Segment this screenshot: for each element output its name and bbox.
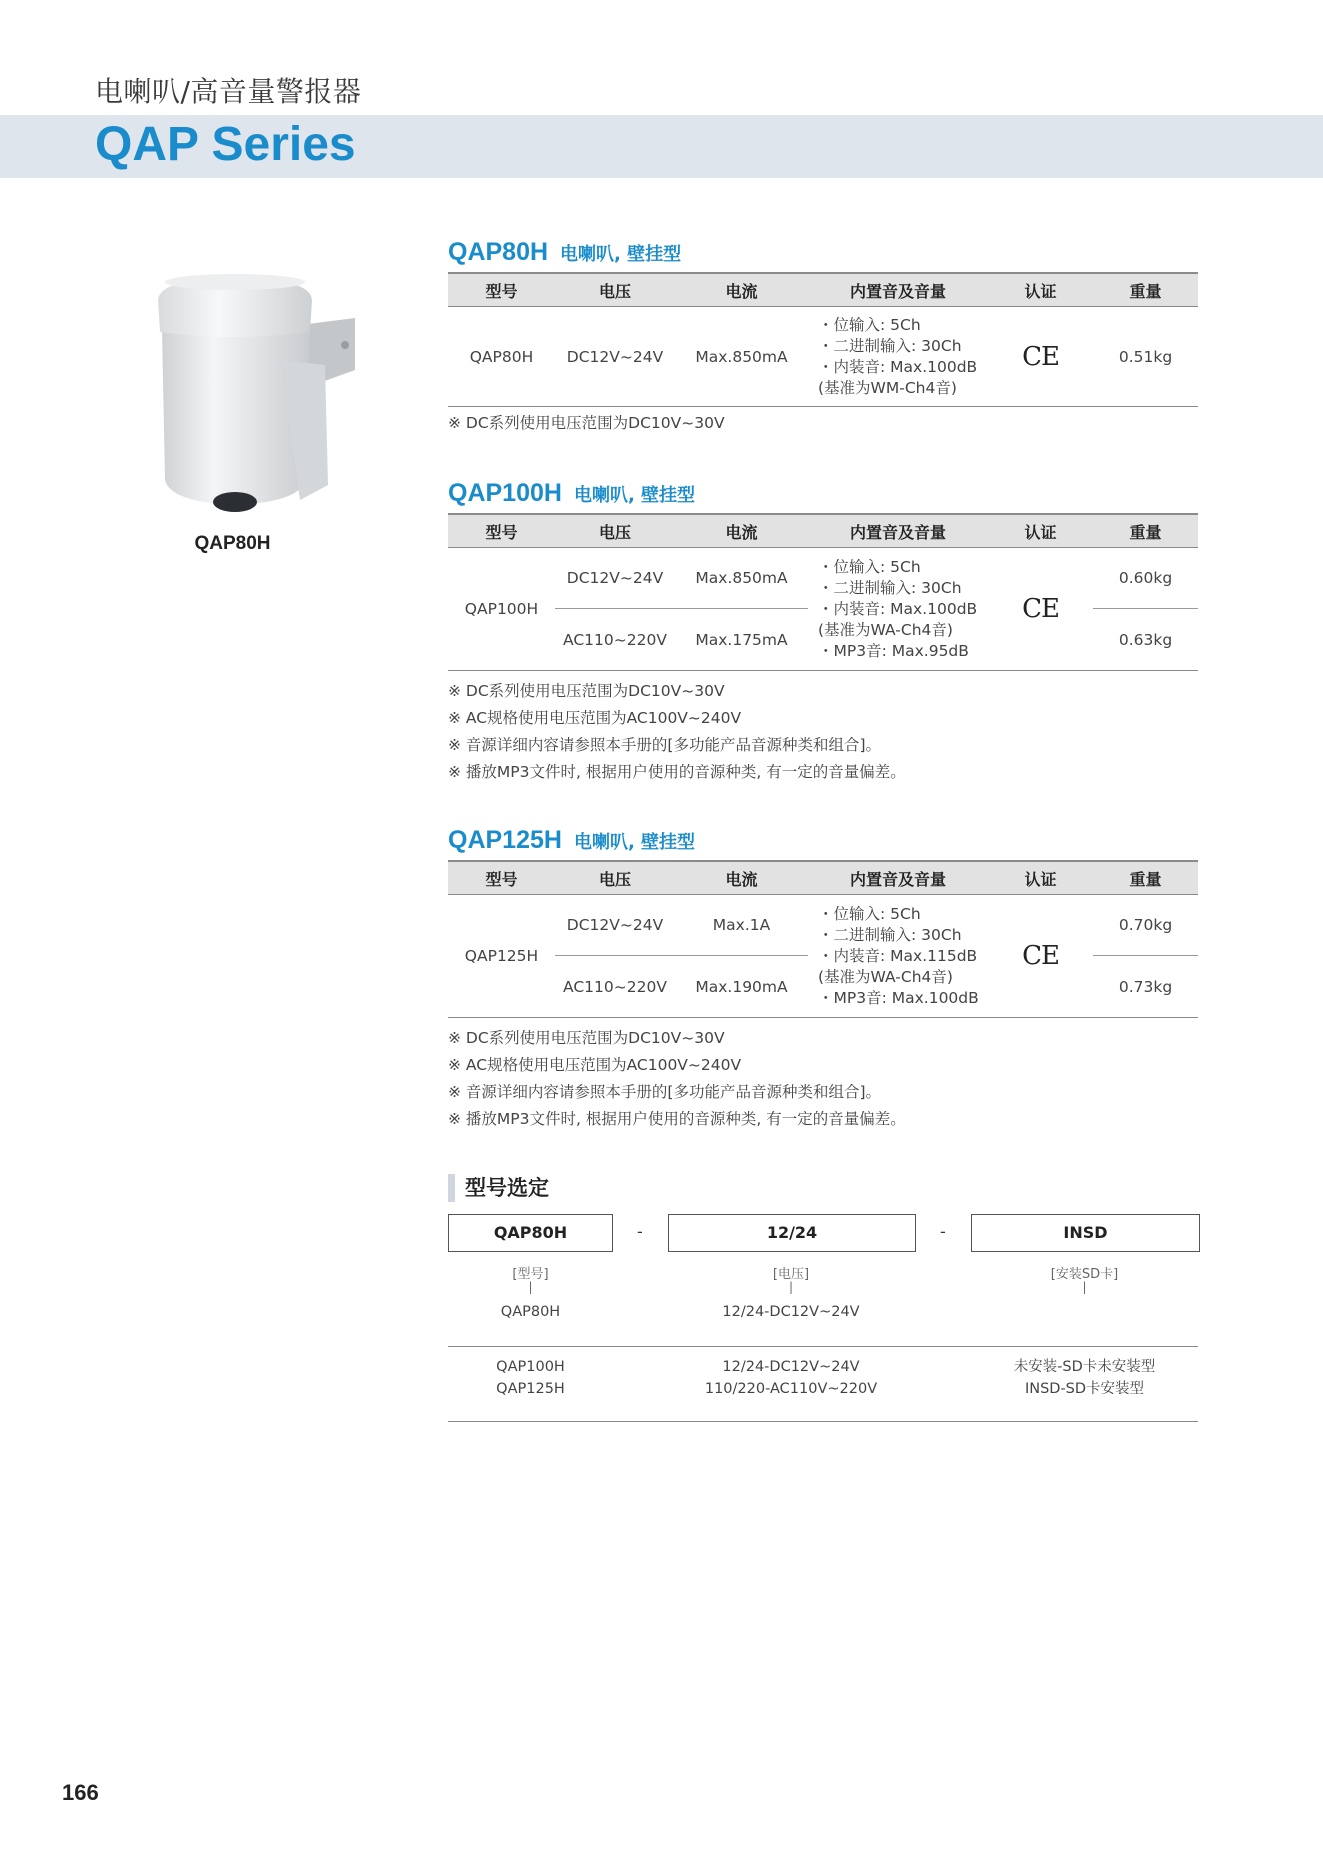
spec-table-qap125h (448, 860, 1198, 1018)
cell-current: Max.1A (675, 895, 808, 956)
option-voltage-list: 12/24-DC12V~24V 110/220-AC110V~220V (704, 1359, 878, 1397)
option-sd-list: 未安装-SD卡未安装型 INSD-SD卡安装型 (1013, 1359, 1156, 1397)
section-model: QAP80H (448, 238, 549, 266)
note-line: ※ DC系列使用电压范围为DC10V~30V (448, 414, 725, 432)
caption-sd: [安装SD卡] (1050, 1267, 1119, 1282)
cell-voltage: DC12V~24V (555, 548, 675, 609)
model-selection-title: 型号选定 (448, 1174, 549, 1202)
notes-qap100h (448, 678, 906, 786)
spec-table-qap80h (448, 272, 1198, 407)
caption-model: [型号] (512, 1267, 549, 1282)
table-row (448, 307, 1198, 407)
cell-model: QAP100H (448, 548, 555, 671)
spec-table-qap100h (448, 513, 1198, 671)
cell-cert (988, 548, 1093, 671)
ce-mark-icon: CE (1022, 594, 1059, 624)
cell-weight: 0.63kg (1093, 609, 1198, 671)
col-header-current: 电流 (675, 273, 808, 307)
selection-box-voltage: 12/24 (668, 1214, 916, 1252)
note-line: ※ 音源详细内容请参照本手册的[多功能产品音源种类和组合]。 (448, 736, 882, 754)
col-header-cert: 认证 (988, 273, 1093, 307)
col-header-voltage: 电压 (555, 273, 675, 307)
col-header-voltage: 电压 (555, 861, 675, 895)
selection-box-model: QAP80H (448, 1214, 613, 1252)
divider (448, 1346, 1198, 1347)
cell-cert (988, 895, 1093, 1018)
cell-voltage: AC110~220V (555, 609, 675, 671)
cell-cert (988, 307, 1093, 407)
table-header-row (448, 514, 1198, 548)
table-header-row (448, 861, 1198, 895)
cell-voltage: DC12V~24V (555, 895, 675, 956)
col-header-model: 型号 (448, 273, 555, 307)
section-subtitle: 电喇叭, 壁挂型 (573, 832, 696, 853)
col-header-cert: 认证 (988, 861, 1093, 895)
page-number: 166 (62, 1780, 99, 1805)
cell-features: ・位输入: 5Ch ・二进制输入: 30Ch ・内装音: Max.100dB (基准为WA-Ch4音) ・MP3音: Max.95dB (808, 548, 988, 671)
selection-separator: - (637, 1222, 643, 1241)
cell-current: Max.850mA (675, 307, 808, 407)
cell-current: Max.190mA (675, 956, 808, 1018)
caption-voltage: [电压] (772, 1267, 810, 1282)
table-row (448, 548, 1198, 609)
notes-qap125h (448, 1025, 906, 1133)
col-header-weight: 重量 (1093, 514, 1198, 548)
cell-current: Max.850mA (675, 548, 808, 609)
note-line: ※ AC规格使用电压范围为AC100V~240V (448, 1056, 742, 1074)
cell-weight: 0.60kg (1093, 548, 1198, 609)
cell-voltage: DC12V~24V (555, 307, 675, 407)
selection-box-sd: INSD (971, 1214, 1200, 1252)
caption-tick: | (788, 1280, 794, 1294)
cell-current: Max.175mA (675, 609, 808, 671)
col-header-weight: 重量 (1093, 273, 1198, 307)
col-header-cert: 认证 (988, 514, 1093, 548)
category-title: 电喇叭/高音量警报器 (95, 75, 362, 108)
note-line: ※ 播放MP3文件时, 根据用户使用的音源种类, 有一定的音量偏差。 (448, 763, 906, 781)
cell-voltage: AC110~220V (555, 956, 675, 1018)
caption-tick: | (528, 1280, 533, 1294)
notes-qap80h (448, 410, 725, 437)
col-header-current: 电流 (675, 514, 808, 548)
cell-features: ・位输入: 5Ch ・二进制输入: 30Ch ・内装音: Max.100dB (基准为WM-Ch4音) (808, 307, 988, 407)
option-model-1: QAP80H (500, 1304, 561, 1320)
cell-model: QAP125H (448, 895, 555, 1018)
col-header-model: 型号 (448, 861, 555, 895)
series-title: QAP Series (95, 118, 356, 171)
note-line: ※ AC规格使用电压范围为AC100V~240V (448, 709, 742, 727)
cell-weight: 0.73kg (1093, 956, 1198, 1018)
note-line: ※ 音源详细内容请参照本手册的[多功能产品音源种类和组合]。 (448, 1083, 882, 1101)
product-image (150, 270, 360, 520)
note-line: ※ DC系列使用电压范围为DC10V~30V (448, 1029, 725, 1047)
note-line: ※ DC系列使用电压范围为DC10V~30V (448, 682, 725, 700)
cell-weight: 0.51kg (1093, 307, 1198, 407)
ce-mark-icon: CE (1022, 941, 1059, 971)
col-header-current: 电流 (675, 861, 808, 895)
section-model: QAP100H (448, 479, 562, 507)
col-header-sound: 内置音及音量 (808, 861, 988, 895)
caption-tick: | (1082, 1280, 1087, 1294)
col-header-sound: 内置音及音量 (808, 273, 988, 307)
table-row (448, 895, 1198, 956)
section-subtitle: 电喇叭, 壁挂型 (573, 485, 696, 506)
cell-weight: 0.70kg (1093, 895, 1198, 956)
section-model: QAP125H (448, 826, 562, 854)
section-subtitle: 电喇叭, 壁挂型 (560, 244, 682, 265)
section-title-qap100h (448, 479, 695, 508)
section-title-qap125h (448, 826, 695, 855)
col-header-weight: 重量 (1093, 861, 1198, 895)
note-line: ※ 播放MP3文件时, 根据用户使用的音源种类, 有一定的音量偏差。 (448, 1110, 906, 1128)
option-model-list: QAP100H QAP125H (496, 1359, 565, 1397)
product-caption: QAP80H (194, 533, 271, 554)
table-header-row (448, 273, 1198, 307)
section-title-qap80h (448, 238, 681, 267)
divider (448, 1421, 1198, 1422)
cell-features: ・位输入: 5Ch ・二进制输入: 30Ch ・内装音: Max.115dB (基准为WA-Ch4音) ・MP3音: Max.100dB (808, 895, 988, 1018)
col-header-sound: 内置音及音量 (808, 514, 988, 548)
selection-separator: - (940, 1222, 946, 1241)
ce-mark-icon: CE (1022, 341, 1059, 372)
col-header-voltage: 电压 (555, 514, 675, 548)
col-header-model: 型号 (448, 514, 555, 548)
option-voltage-1: 12/24-DC12V~24V (722, 1304, 860, 1320)
cell-model: QAP80H (448, 307, 555, 407)
